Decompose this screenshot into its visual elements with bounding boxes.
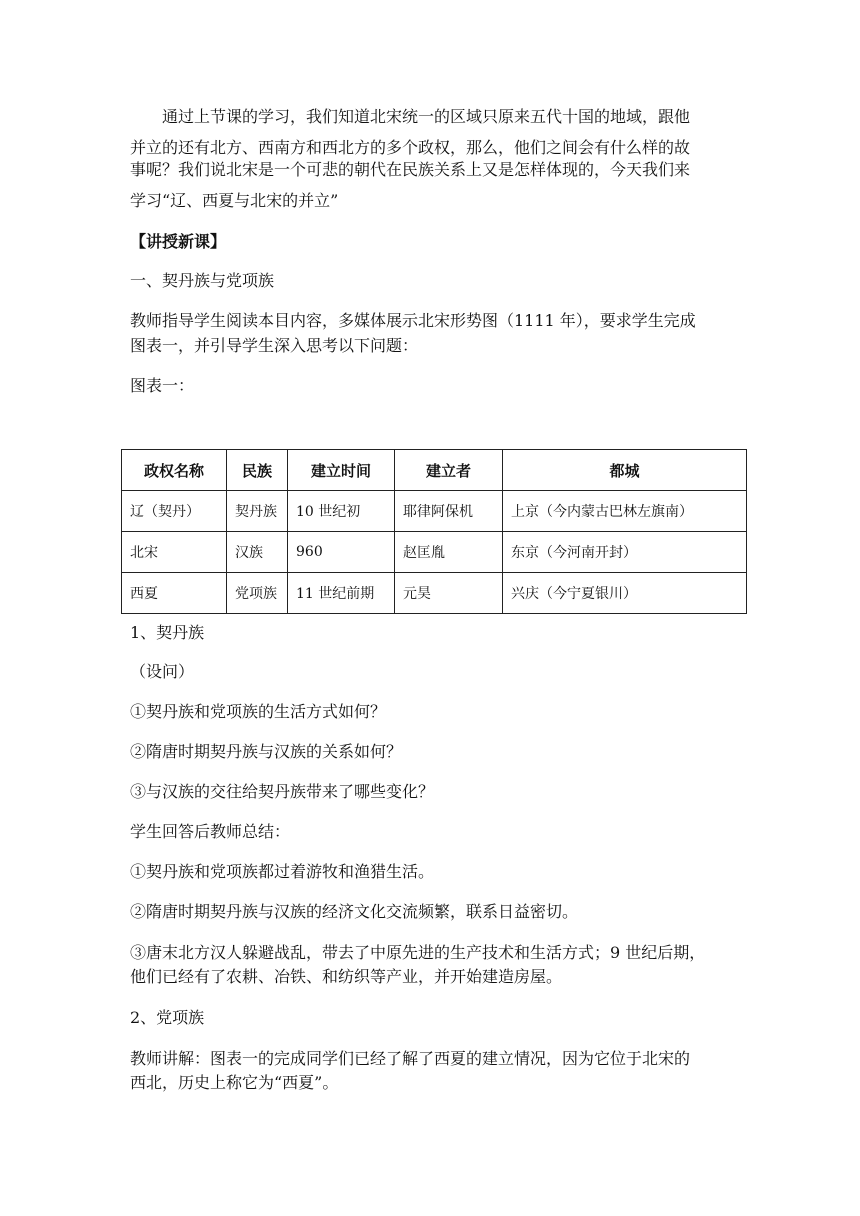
table-cell: 上京（今内蒙古巴林左旗南） [503, 491, 747, 532]
questions-label: （设问） [130, 662, 195, 681]
subheading-khitan: 1、契丹族 [130, 623, 205, 642]
table-cell: 赵匡胤 [395, 532, 503, 573]
subheading-dangxiang: 2、党项族 [130, 1008, 205, 1027]
table-cell: 10 世纪初 [288, 491, 395, 532]
table-cell: 11 世纪前期 [288, 573, 395, 614]
answer-1: ①契丹族和党项族都过着游牧和渔猎生活。 [130, 862, 435, 881]
table-cell: 契丹族 [227, 491, 288, 532]
table-cell: 辽（契丹） [122, 491, 227, 532]
table-row [122, 532, 747, 573]
table-cell: 汉族 [227, 532, 288, 573]
answer-3-line-2: 他们已经有了农耕、冶铁、和纺织等产业，并开始建造房屋。 [130, 967, 563, 986]
answer-2: ②隋唐时期契丹族与汉族的经济文化交流频繁，联系日益密切。 [130, 902, 579, 921]
subheading-khitan-dangxiang: 一、契丹族与党项族 [130, 271, 275, 290]
intro-line-1: 通过上节课的学习，我们知道北宋统一的区域只原来五代十国的地域，跟他 [162, 107, 691, 126]
table-cell: 党项族 [227, 573, 288, 614]
intro-line-2: 并立的还有北方、西南方和西北方的多个政权，那么，他们之间会有什么样的故 [130, 138, 691, 157]
answer-3-line-1: ③唐末北方汉人躲避战乱，带去了中原先进的生产技术和生活方式；9 世纪后期， [130, 943, 706, 962]
question-3: ③与汉族的交往给契丹族带来了哪些变化？ [130, 782, 435, 801]
table-header-row [122, 450, 747, 491]
table-header-cell: 建立时间 [288, 450, 395, 491]
table-header-cell: 都城 [503, 450, 747, 491]
table-cell: 兴庆（今宁夏银川） [503, 573, 747, 614]
table-header-cell: 建立者 [395, 450, 503, 491]
lecture-line-1: 教师讲解：图表一的完成同学们已经了解了西夏的建立情况，因为它位于北宋的 [130, 1049, 691, 1068]
table-row [122, 491, 747, 532]
teacher-guide-line-1: 教师指导学生阅读本目内容，多媒体展示北宋形势图（1111 年），要求学生完成 [130, 311, 696, 330]
question-1: ①契丹族和党项族的生活方式如何？ [130, 702, 387, 721]
intro-line-3: 事呢？我们说北宋是一个可悲的朝代在民族关系上又是怎样体现的，今天我们来 [130, 160, 691, 179]
table-cell: 东京（今河南开封） [503, 532, 747, 573]
section-heading: 【讲授新课】 [130, 232, 227, 251]
question-2: ②隋唐时期契丹族与汉族的关系如何？ [130, 742, 403, 761]
summary-label: 学生回答后教师总结： [130, 822, 291, 841]
table-cell: 元昊 [395, 573, 503, 614]
table-cell: 西夏 [122, 573, 227, 614]
table-header-cell: 政权名称 [122, 450, 227, 491]
teacher-guide-line-2: 图表一，并引导学生深入思考以下问题： [130, 336, 419, 355]
table-cell: 耶律阿保机 [395, 491, 503, 532]
table-header-cell: 民族 [227, 450, 288, 491]
regimes-table [121, 449, 747, 614]
table-cell: 960 [288, 532, 395, 573]
table-row [122, 573, 747, 614]
chart-label: 图表一： [130, 376, 195, 395]
intro-line-4: 学习“辽、西夏与北宋的并立” [130, 191, 339, 210]
table-cell: 北宋 [122, 532, 227, 573]
lecture-line-2: 西北，历史上称它为“西夏”。 [130, 1073, 339, 1092]
